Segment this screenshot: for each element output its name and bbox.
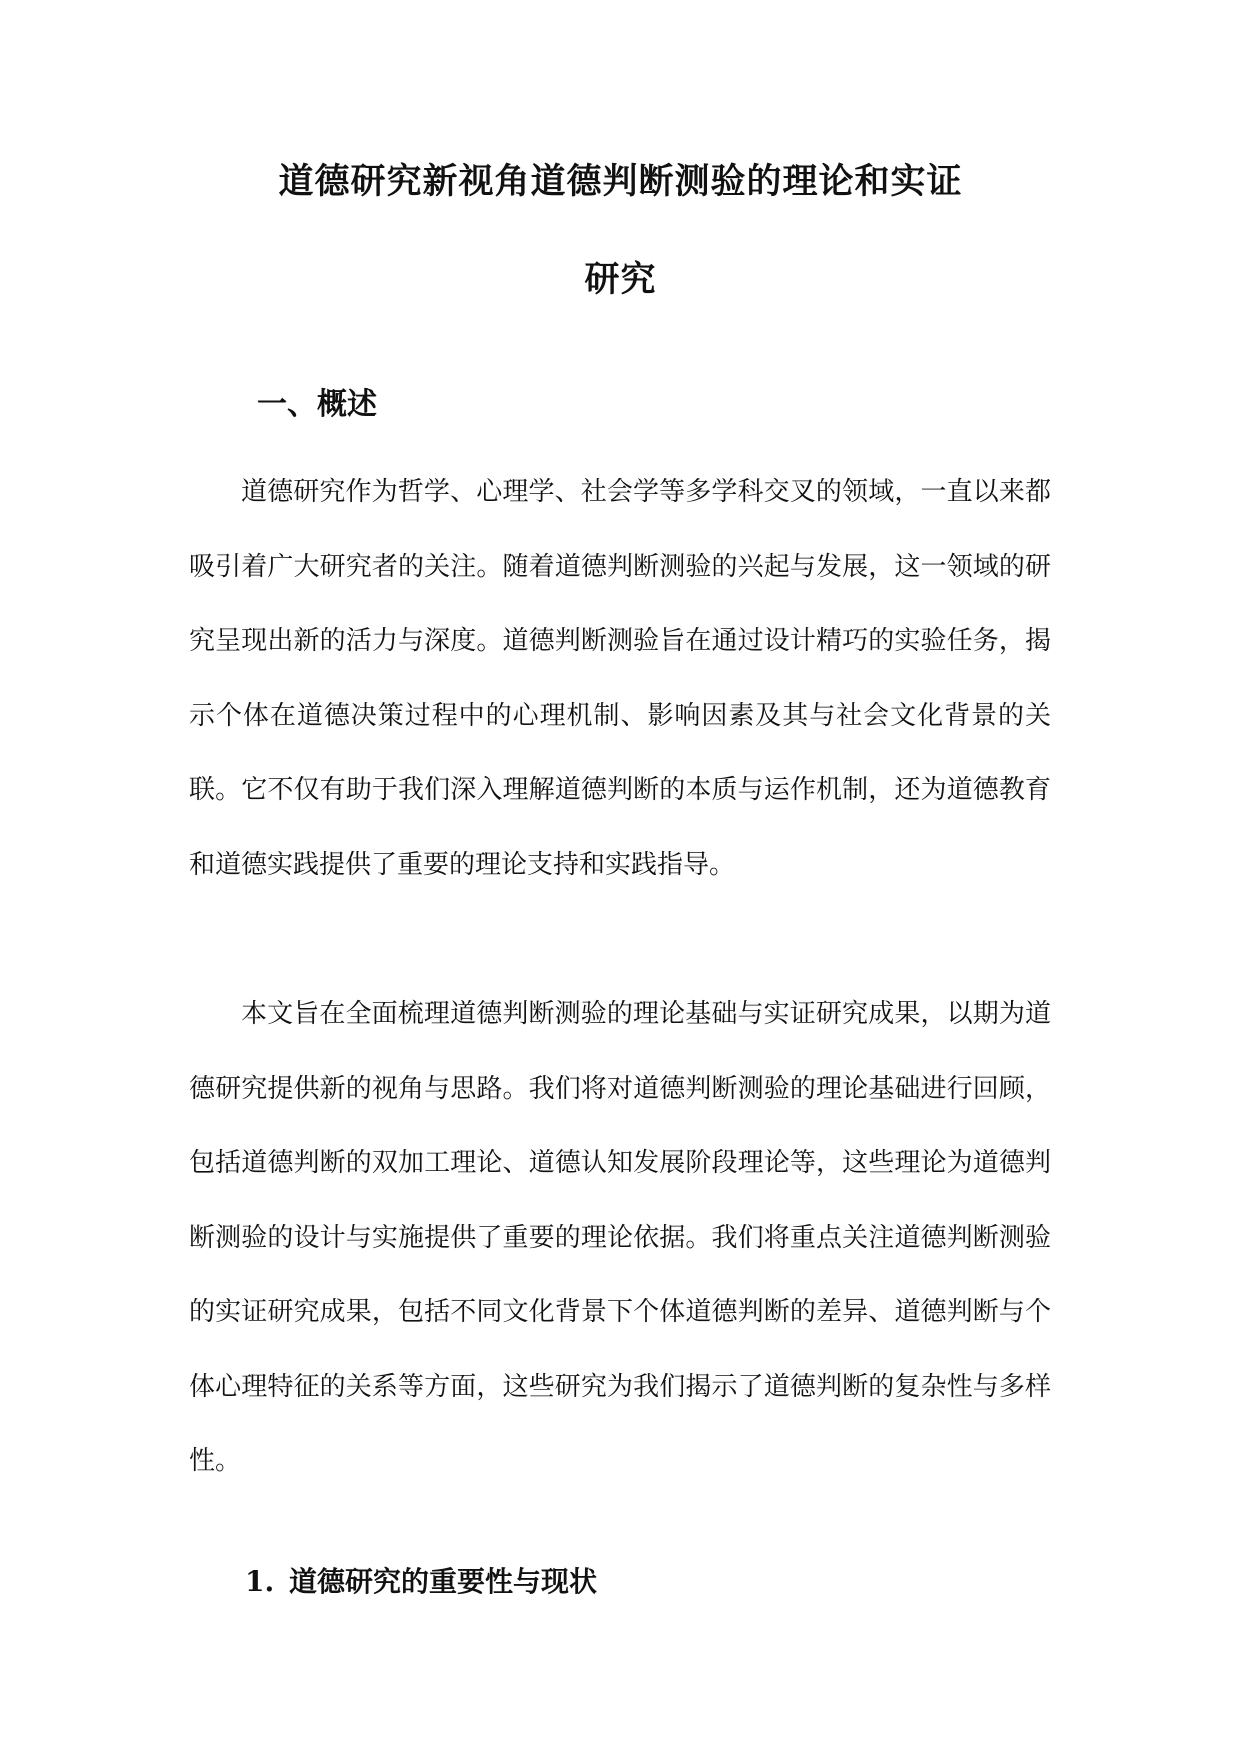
document-title-line-2: 研究 bbox=[584, 259, 657, 300]
section-heading-overview: 一、概述 bbox=[257, 387, 377, 422]
paragraph-1: 道德研究作为哲学、心理学、社会学等多学科交叉的领域，一直以来都吸引着广大研究者的关注。随着道德判断测验的兴起与发展，这一领域的研究呈现出新的活力与深度。道德判断测验旨在通过设计精巧的实验任务，揭示个体在道德决策过程中的心理机制、影响因素及其与社会文化背景的关联。它不仅有助于我们深入理解道德判断的本质与运作机制，还为道德教育和道德实践提供了重要的理论支持和实践指导。 bbox=[189, 477, 1051, 880]
subsection-heading bbox=[245, 1560, 597, 1600]
subsection-title: 道德研究的重要性与现状 bbox=[289, 1565, 598, 1598]
subsection-number: 1. bbox=[245, 1565, 275, 1598]
document-title-line-1: 道德研究新视角道德判断测验的理论和实证 bbox=[278, 161, 963, 202]
paragraph-2: 本文旨在全面梳理道德判断测验的理论基础与实证研究成果，以期为道德研究提供新的视角与思路。我们将对道德判断测验的理论基础进行回顾，包括道德判断的双加工理论、道德认知发展阶段理论等，这些理论为道德判断测验的设计与实施提供了重要的理论依据。我们将重点关注道德判断测验的实证研究成果，包括不同文化背景下个体道德判断的差异、道德判断与个体心理特征的关系等方面，这些研究为我们揭示了道德判断的复杂性与多样性。 bbox=[189, 999, 1051, 1476]
